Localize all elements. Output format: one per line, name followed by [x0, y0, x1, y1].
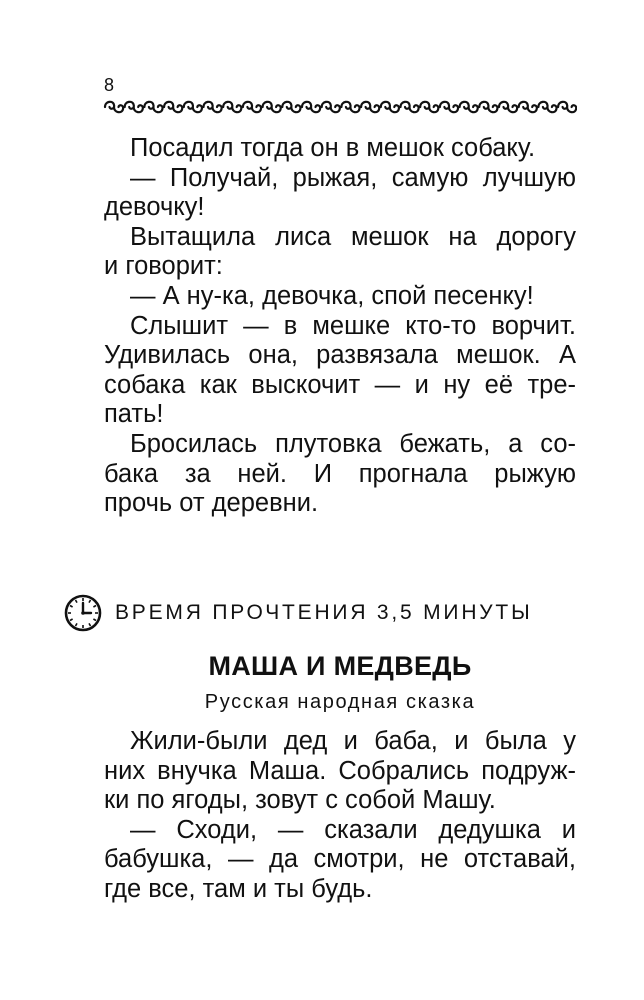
text-line: Удивилась она, развязала мешок. А — [104, 341, 576, 370]
ornament-pattern — [105, 102, 576, 112]
clock-icon — [63, 593, 103, 633]
story-subtitle: Русская народная сказка — [204, 691, 476, 713]
text-line: девочку! — [104, 193, 205, 222]
reading-time — [63, 593, 583, 633]
text-line: пать! — [104, 400, 164, 429]
text-line: Посадил тогда он в мешок собаку. — [130, 134, 536, 162]
text-line: ки по ягоды, зовут с собой Машу. — [104, 786, 496, 815]
text-line: Вытащила лиса мешок на дорогу — [130, 222, 576, 251]
story-title: МАША И МЕДВЕДЬ — [208, 651, 472, 681]
page-number: 8 — [104, 75, 115, 95]
text-line: собака как выскочит — и ну её тре- — [104, 370, 576, 399]
decorative-border — [103, 98, 577, 116]
text-line: них внучка Маша. Собрались подруж- — [104, 756, 576, 785]
reading-time-label: ВРЕМЯ ПРОЧТЕНИЯ 3,5 МИНУТЫ — [115, 601, 533, 624]
text-line: — А ну-ка, девочка, спой песенку! — [130, 281, 534, 310]
text-line: прочь от деревни. — [104, 489, 319, 518]
text-line: где все, там и ты будь. — [104, 874, 373, 903]
story-text — [104, 727, 576, 905]
text-line: — Получай, рыжая, самую лучшую — [130, 163, 576, 192]
text-line: и говорит: — [104, 252, 223, 281]
text-line: Слышит — в мешке кто-то ворчит. — [130, 311, 576, 340]
story-ending-text — [104, 134, 576, 519]
text-line: Жили-были дед и баба, и была у — [130, 727, 576, 755]
text-line: бака за ней. И прогнала рыжую — [104, 459, 576, 488]
text-line: Бросилась плутовка бежать, а со- — [130, 429, 576, 458]
text-line: бабушка, — да смотри, не отставай, — [104, 845, 576, 874]
text-line: — Сходи, — сказали дедушка и — [130, 815, 576, 844]
